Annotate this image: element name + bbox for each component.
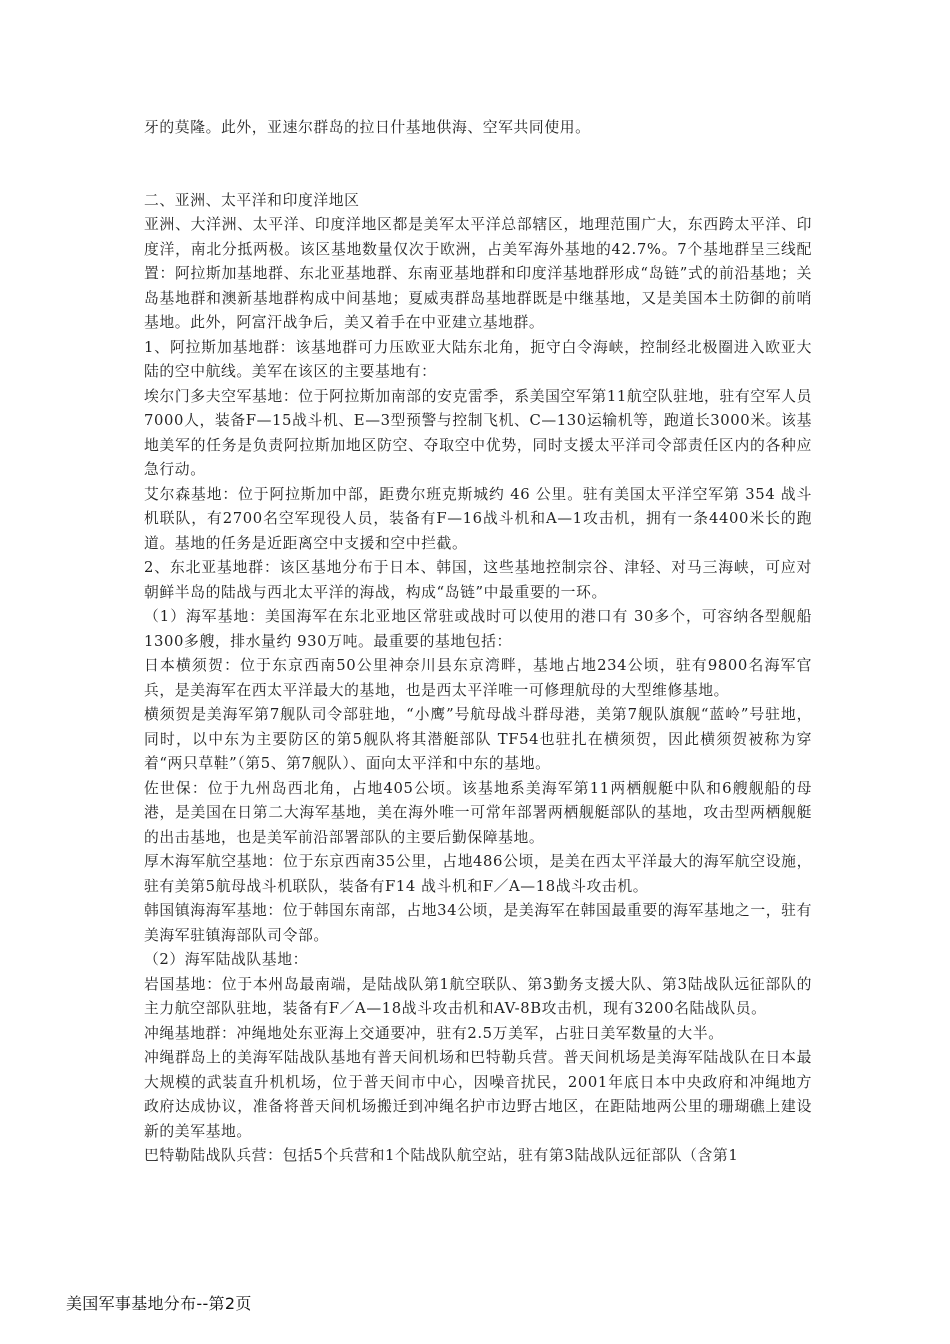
paragraph: 冲绳群岛上的美海军陆战队基地有普天间机场和巴特勒兵营。普天间机场是美海军陆战队在日本最大规模的武装直升机机场，位于普天间市中心，因噪音扰民，2001年底日本中央政府和冲绳地方政府达成协议，准备将普天间机场搬迁到冲绳名护市边野古地区，在距陆地两公里的珊瑚礁上建设新的美军基地。 [144,1049,812,1140]
paragraph: 韩国镇海海军基地：位于韩国东南部，占地34公顷，是美海军在韩国最重要的海军基地之一，驻有美海军驻镇海部队司令部。 [144,902,812,944]
paragraph: 艾尔森基地：位于阿拉斯加中部，距费尔班克斯城约 46 公里。驻有美国太平洋空军第 354 战斗机联队，有2700名空军现役人员，装备有F—16战斗机和A—1攻击机，拥有一条4400米长的跑道。基地的任务是近距离空中支援和空中拦截。 [144,485,812,552]
paragraph: 2、东北亚基地群：该区基地分布于日本、韩国，这些基地控制宗谷、津轻、对马三海峡，可应对朝鲜半岛的陆战与西北太平洋的海战，构成“岛链”中最重要的一环。 [144,559,812,601]
paragraph: 冲绳基地群：冲绳地处东亚海上交通要冲，驻有2.5万美军，占驻日美军数量的大半。 [144,1024,724,1042]
paragraph: 厚木海军航空基地：位于东京西南35公里，占地486公顷，是美在西太平洋最大的海军航空设施，驻有美第5航母战斗机联队，装备有F14 战斗机和F／A—18战斗攻击机。 [144,853,812,895]
paragraph: 日本横须贺：位于东京西南50公里神奈川县东京湾畔，基地占地234公顷，驻有9800名海军官兵，是美海军在西太平洋最大的基地，也是西太平洋唯一可修理航母的大型维修基地。 [144,657,812,699]
page-footer: 美国军事基地分布--第2页 [66,1294,252,1313]
paragraph: 岩国基地：位于本州岛最南端，是陆战队第1航空联队、第3勤务支援大队、第3陆战队远征部队的主力航空部队驻地，装备有F／A—18战斗攻击机和AV-8B攻击机，现有3200名陆战队员。 [144,975,812,1017]
paragraph: 佐世保：位于九州岛西北角，占地405公顷。该基地系美海军第11两栖舰艇中队和6艘舰船的母港，是美国在日第二大海军基地，美在海外唯一可常年部署两栖舰艇部队的基地，攻击型两栖舰艇的出击基地，也是美军前沿部署部队的主要后勤保障基地。 [144,779,812,846]
paragraph: 亚洲、大洋洲、太平洋、印度洋地区都是美军太平洋总部辖区，地理范围广大，东西跨太平洋、印度洋，南北分抵两极。该区基地数量仅次于欧洲，占美军海外基地的42.7%。7个基地群呈三线配置：阿拉斯加基地群、东北亚基地群、东南亚基地群和印度洋基地群形成“岛链”式的前沿基地；关岛基地群和澳新基地群构成中间基地；夏威夷群岛基地群既是中继基地，又是美国本土防御的前哨基地。此外，阿富汗战争后，美又着手在中亚建立基地群。 [144,216,812,331]
paragraph: （2）海军陆战队基地： [144,951,308,968]
paragraph: 横须贺是美海军第7舰队司令部驻地，“小鹰”号航母战斗群母港，美第7舰队旗舰“蓝岭”号驻地，同时，以中东为主要防区的第5舰队将其潜艇部队 TF54也驻扎在横须贺，因此横须贺被称为穿着“两只草鞋”（第5、第7舰队）、面向太平洋和中东的基地。 [144,706,812,772]
section-heading: 二、亚洲、太平洋和印度洋地区 [144,191,360,209]
body-text [144,116,812,1169]
paragraph: （1）海军基地：美国海军在东北亚地区常驻或战时可以使用的港口有 30多个，可容纳各型舰船 1300多艘，排水量约 930万吨。最重要的基地包括： [144,608,812,650]
paragraph-gap [144,141,812,189]
paragraph-continuation: 牙的莫隆。此外，亚速尔群岛的拉日什基地供海、空军共同使用。 [144,119,591,136]
paragraph: 1、阿拉斯加基地群：该基地群可力压欧亚大陆东北角，扼守白令海峡，控制经北极圈进入欧亚大陆的空中航线。美军在该区的主要基地有： [144,338,812,380]
paragraph: 埃尔门多夫空军基地：位于阿拉斯加南部的安克雷季，系美国空军第11航空队驻地，驻有空军人员7000人，装备F—15战斗机、E—3型预警与控制飞机、C—130运输机等，跑道长3000米。该基地美军的任务是负责阿拉斯加地区防空、夺取空中优势，同时支援太平洋司令部责任区内的各种应急行动。 [144,387,812,478]
paragraph: 巴特勒陆战队兵营：包括5个兵营和1个陆战队航空站，驻有第3陆战队远征部队（含第1 [144,1147,739,1164]
